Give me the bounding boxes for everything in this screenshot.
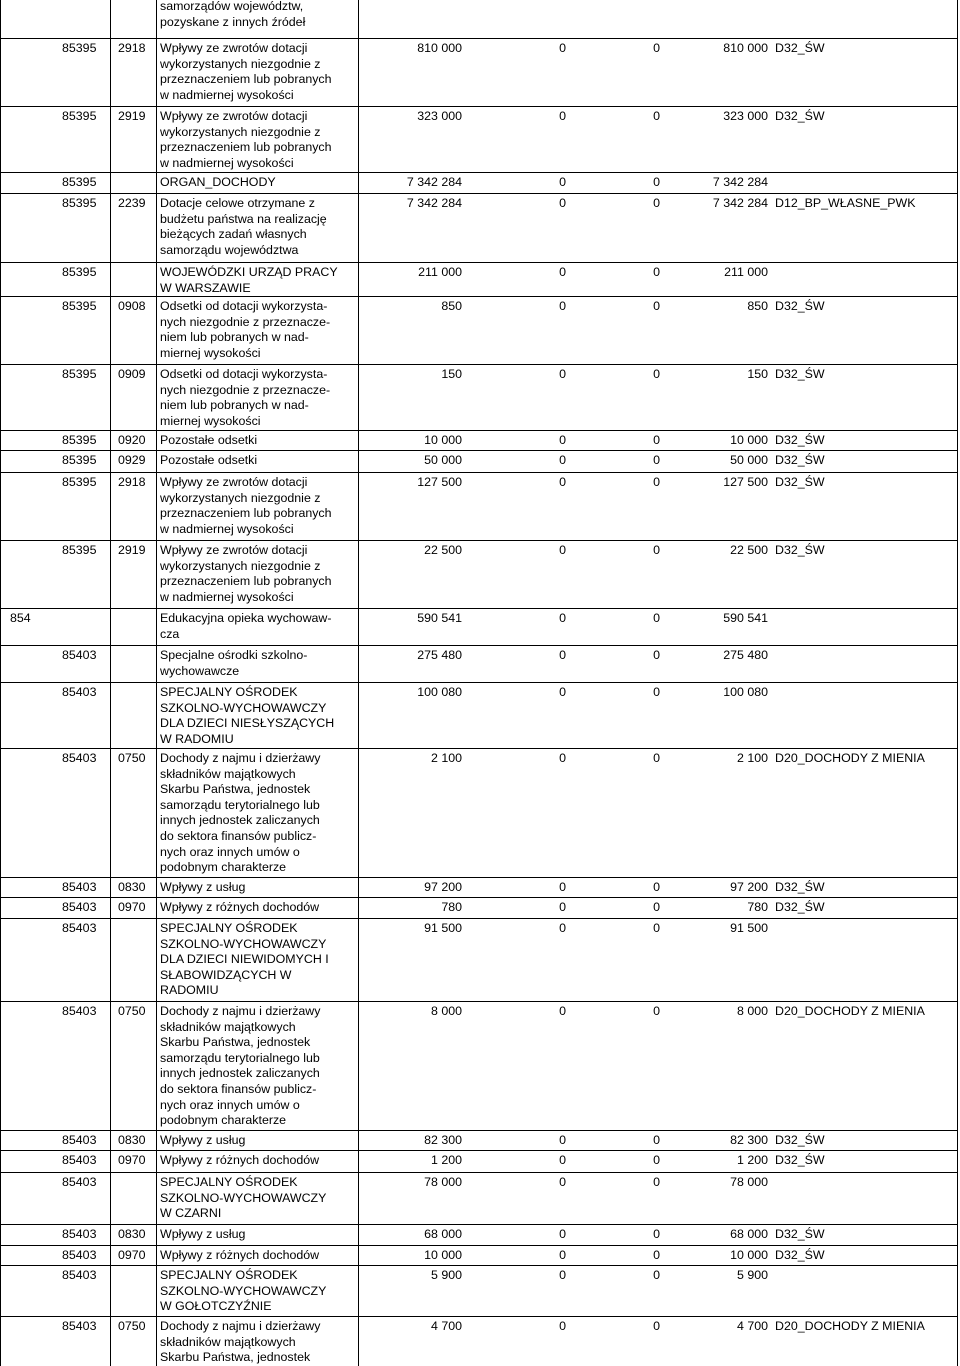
name-cell: Pozostałe odsetki (160, 433, 258, 447)
change-b-cell: 0 (653, 1004, 660, 1018)
row-divider (0, 38, 958, 39)
change-a-cell: 0 (559, 921, 566, 935)
change-a-cell: 0 (559, 175, 566, 189)
name-cell: Wpływy ze zwrotów dotacji wykorzystanych niezgodnie z przeznaczeniem lub pobranych w nadmiernej wysokości (160, 475, 332, 536)
change-a-cell: 0 (559, 685, 566, 699)
change-b-cell: 0 (653, 751, 660, 765)
total-amount-cell: 97 200 (730, 880, 768, 894)
change-b-cell: 0 (653, 433, 660, 447)
rozdzial-cell: 85395 (62, 299, 97, 313)
plan-amount-cell: 590 541 (417, 611, 462, 625)
name-cell: samorządów województw, pozyskane z innych źródeł (160, 0, 306, 29)
change-a-cell: 0 (559, 265, 566, 279)
change-b-cell: 0 (653, 543, 660, 557)
rozdzial-cell: 85395 (62, 196, 97, 210)
funding-source-cell: D20_DOCHODY Z MIENIA (775, 1319, 925, 1333)
name-cell: Wpływy ze zwrotów dotacji wykorzystanych niezgodnie z przeznaczeniem lub pobranych w nadmiernej wysokości (160, 109, 332, 170)
change-a-cell: 0 (559, 880, 566, 894)
rozdzial-cell: 85403 (62, 880, 97, 894)
funding-source-cell: D32_ŚW (775, 433, 825, 447)
change-a-cell: 0 (559, 543, 566, 557)
rozdzial-cell: 85395 (62, 109, 97, 123)
total-amount-cell: 1 200 (736, 1153, 768, 1167)
change-b-cell: 0 (653, 921, 660, 935)
total-amount-cell: 91 500 (730, 921, 768, 935)
plan-amount-cell: 50 000 (424, 453, 462, 467)
funding-source-cell: D32_ŚW (775, 41, 825, 55)
change-a-cell: 0 (559, 433, 566, 447)
total-amount-cell: 275 480 (723, 648, 768, 662)
row-divider (0, 645, 958, 646)
change-a-cell: 0 (559, 611, 566, 625)
change-b-cell: 0 (653, 109, 660, 123)
plan-amount-cell: 780 (441, 900, 462, 914)
plan-amount-cell: 1 200 (430, 1153, 462, 1167)
row-divider (0, 748, 958, 749)
name-cell: SPECJALNY OŚRODEK SZKOLNO-WYCHOWAWCZY W CZARNI (160, 1175, 327, 1221)
paragraf-cell: 0750 (118, 1319, 146, 1333)
total-amount-cell: 10 000 (730, 433, 768, 447)
paragraf-cell: 2239 (118, 196, 146, 210)
paragraf-cell: 0920 (118, 433, 146, 447)
total-amount-cell: 22 500 (730, 543, 768, 557)
change-b-cell: 0 (653, 453, 660, 467)
funding-source-cell: D32_ŚW (775, 475, 825, 489)
row-divider (0, 608, 958, 609)
row-divider (0, 296, 958, 297)
change-b-cell: 0 (653, 880, 660, 894)
change-a-cell: 0 (559, 196, 566, 210)
name-cell: ORGAN_DOCHODY (160, 175, 276, 189)
total-amount-cell: 850 (747, 299, 768, 313)
row-divider (0, 1172, 958, 1173)
change-b-cell: 0 (653, 900, 660, 914)
column-divider (0, 0, 1, 1366)
column-divider (957, 0, 958, 1366)
change-a-cell: 0 (559, 299, 566, 313)
name-cell: Pozostałe odsetki (160, 453, 258, 467)
name-cell: Wpływy z różnych dochodów (160, 1248, 320, 1262)
total-amount-cell: 4 700 (736, 1319, 768, 1333)
row-divider (0, 450, 958, 451)
rozdzial-cell: 85403 (62, 900, 97, 914)
rozdzial-cell: 85403 (62, 1175, 97, 1189)
funding-source-cell: D32_ŚW (775, 1227, 825, 1241)
change-b-cell: 0 (653, 265, 660, 279)
name-cell: Odsetki od dotacji wykorzysta- nych niezgodnie z przeznacze- niem lub pobranych w nad- miernej wysokości (160, 367, 331, 428)
plan-amount-cell: 275 480 (417, 648, 462, 662)
change-a-cell: 0 (559, 1227, 566, 1241)
change-b-cell: 0 (653, 299, 660, 313)
total-amount-cell: 211 000 (724, 265, 768, 279)
funding-source-cell: D32_ŚW (775, 880, 825, 894)
total-amount-cell: 50 000 (730, 453, 768, 467)
change-b-cell: 0 (653, 1268, 660, 1282)
change-b-cell: 0 (653, 1153, 660, 1167)
name-cell: Wpływy z usług (160, 1133, 246, 1147)
name-cell: Wpływy z różnych dochodów (160, 1153, 320, 1167)
plan-amount-cell: 22 500 (424, 543, 462, 557)
row-divider (0, 877, 958, 878)
plan-amount-cell: 68 000 (424, 1227, 462, 1241)
funding-source-cell: D12_BP_WŁASNE_PWK (775, 196, 916, 210)
rozdzial-cell: 85395 (62, 367, 97, 381)
rozdzial-cell: 85403 (62, 751, 97, 765)
change-a-cell: 0 (559, 1268, 566, 1282)
column-divider (156, 0, 157, 1366)
row-divider (0, 682, 958, 683)
change-a-cell: 0 (559, 367, 566, 381)
plan-amount-cell: 150 (441, 367, 462, 381)
row-divider (0, 1245, 958, 1246)
paragraf-cell: 0970 (118, 1153, 146, 1167)
funding-source-cell: D32_ŚW (775, 453, 825, 467)
change-a-cell: 0 (559, 1248, 566, 1262)
paragraf-cell: 0750 (118, 751, 146, 765)
rozdzial-cell: 85403 (62, 1248, 97, 1262)
row-divider (0, 1001, 958, 1002)
row-divider (0, 540, 958, 541)
row-divider (0, 1150, 958, 1151)
total-amount-cell: 810 000 (723, 41, 768, 55)
plan-amount-cell: 850 (441, 299, 462, 313)
paragraf-cell: 0908 (118, 299, 146, 313)
rozdzial-cell: 85395 (62, 41, 97, 55)
total-amount-cell: 127 500 (723, 475, 768, 489)
change-b-cell: 0 (653, 1319, 660, 1333)
paragraf-cell: 0970 (118, 900, 146, 914)
total-amount-cell: 780 (747, 900, 768, 914)
total-amount-cell: 590 541 (723, 611, 768, 625)
name-cell: Dochody z najmu i dzierżawy składników majątkowych Skarbu Państwa, jednostek samorządu terytorialnego lub innych jednostek zaliczanych do sektora finansów publicz- nych oraz innych umów o podobnym charakterze (160, 751, 321, 875)
row-divider (0, 1224, 958, 1225)
total-amount-cell: 2 100 (736, 751, 768, 765)
change-b-cell: 0 (653, 648, 660, 662)
row-divider (0, 262, 958, 263)
change-b-cell: 0 (653, 196, 660, 210)
change-a-cell: 0 (559, 109, 566, 123)
total-amount-cell: 82 300 (730, 1133, 768, 1147)
row-divider (0, 897, 958, 898)
funding-source-cell: D32_ŚW (775, 900, 825, 914)
paragraf-cell: 2918 (118, 41, 146, 55)
paragraf-cell: 0909 (118, 367, 146, 381)
plan-amount-cell: 7 342 284 (406, 175, 462, 189)
funding-source-cell: D20_DOCHODY Z MIENIA (775, 1004, 925, 1018)
name-cell: Wpływy ze zwrotów dotacji wykorzystanych niezgodnie z przeznaczeniem lub pobranych w nadmiernej wysokości (160, 41, 332, 102)
plan-amount-cell: 323 000 (417, 109, 462, 123)
name-cell: Dochody z najmu i dzierżawy składników majątkowych Skarbu Państwa, jednostek (160, 1319, 321, 1365)
name-cell: Odsetki od dotacji wykorzysta- nych niezgodnie z przeznacze- niem lub pobranych w nad- miernej wysokości (160, 299, 331, 360)
row-divider (0, 172, 958, 173)
paragraf-cell: 0929 (118, 453, 146, 467)
rozdzial-cell: 85395 (62, 543, 97, 557)
total-amount-cell: 100 080 (723, 685, 768, 699)
change-b-cell: 0 (653, 175, 660, 189)
change-b-cell: 0 (653, 1248, 660, 1262)
total-amount-cell: 7 342 284 (712, 175, 768, 189)
change-b-cell: 0 (653, 685, 660, 699)
name-cell: Edukacyjna opieka wychowaw- cza (160, 611, 332, 641)
row-divider (0, 918, 958, 919)
paragraf-cell: 0830 (118, 880, 146, 894)
paragraf-cell: 2919 (118, 543, 146, 557)
rozdzial-cell: 85395 (62, 475, 97, 489)
name-cell: Wpływy z różnych dochodów (160, 900, 320, 914)
change-a-cell: 0 (559, 900, 566, 914)
row-divider (0, 364, 958, 365)
plan-amount-cell: 97 200 (424, 880, 462, 894)
row-divider (0, 1265, 958, 1266)
change-b-cell: 0 (653, 611, 660, 625)
funding-source-cell: D32_ŚW (775, 1248, 825, 1262)
rozdzial-cell: 85403 (62, 1004, 97, 1018)
change-b-cell: 0 (653, 367, 660, 381)
name-cell: Wpływy ze zwrotów dotacji wykorzystanych niezgodnie z przeznaczeniem lub pobranych w nadmiernej wysokości (160, 543, 332, 604)
total-amount-cell: 5 900 (736, 1268, 768, 1282)
change-a-cell: 0 (559, 1153, 566, 1167)
change-a-cell: 0 (559, 1004, 566, 1018)
plan-amount-cell: 7 342 284 (406, 196, 462, 210)
plan-amount-cell: 211 000 (418, 265, 462, 279)
row-divider (0, 472, 958, 473)
total-amount-cell: 78 000 (730, 1175, 768, 1189)
name-cell: Dotacje celowe otrzymane z budżetu państwa na realizację bieżących zadań własnych samorządu województwa (160, 196, 327, 257)
plan-amount-cell: 78 000 (424, 1175, 462, 1189)
change-a-cell: 0 (559, 41, 566, 55)
paragraf-cell: 2919 (118, 109, 146, 123)
plan-amount-cell: 810 000 (417, 41, 462, 55)
funding-source-cell: D32_ŚW (775, 367, 825, 381)
paragraf-cell: 0830 (118, 1227, 146, 1241)
rozdzial-cell: 85403 (62, 1133, 97, 1147)
change-a-cell: 0 (559, 1133, 566, 1147)
funding-source-cell: D32_ŚW (775, 299, 825, 313)
paragraf-cell: 2918 (118, 475, 146, 489)
change-a-cell: 0 (559, 751, 566, 765)
rozdzial-cell: 85395 (62, 453, 97, 467)
total-amount-cell: 10 000 (730, 1248, 768, 1262)
name-cell: SPECJALNY OŚRODEK SZKOLNO-WYCHOWAWCZY W GOŁOTCZYŹNIE (160, 1268, 327, 1314)
rozdzial-cell: 85403 (62, 1153, 97, 1167)
row-divider (0, 106, 958, 107)
rozdzial-cell: 85395 (62, 175, 97, 189)
plan-amount-cell: 91 500 (424, 921, 462, 935)
plan-amount-cell: 10 000 (424, 1248, 462, 1262)
row-divider (0, 1130, 958, 1131)
name-cell: Wpływy z usług (160, 1227, 246, 1241)
name-cell: Dochody z najmu i dzierżawy składników majątkowych Skarbu Państwa, jednostek samorządu terytorialnego lub innych jednostek zaliczanych do sektora finansów publicz- nych oraz innych umów o podobnym charakterze (160, 1004, 321, 1128)
row-divider (0, 430, 958, 431)
name-cell: SPECJALNY OŚRODEK SZKOLNO-WYCHOWAWCZY DLA DZIECI NIEWIDOMYCH I SŁABOWIDZĄCYCH W RADOMIU (160, 921, 329, 998)
change-b-cell: 0 (653, 41, 660, 55)
name-cell: SPECJALNY OŚRODEK SZKOLNO-WYCHOWAWCZY DLA DZIECI NIESŁYSZĄCYCH W RADOMIU (160, 685, 335, 746)
paragraf-cell: 0750 (118, 1004, 146, 1018)
funding-source-cell: D32_ŚW (775, 1153, 825, 1167)
paragraf-cell: 0830 (118, 1133, 146, 1147)
plan-amount-cell: 100 080 (417, 685, 462, 699)
row-divider (0, 1316, 958, 1317)
total-amount-cell: 7 342 284 (712, 196, 768, 210)
dzial-cell: 854 (10, 611, 31, 625)
change-a-cell: 0 (559, 648, 566, 662)
rozdzial-cell: 85395 (62, 265, 97, 279)
funding-source-cell: D32_ŚW (775, 1133, 825, 1147)
funding-source-cell: D20_DOCHODY Z MIENIA (775, 751, 925, 765)
total-amount-cell: 150 (747, 367, 768, 381)
plan-amount-cell: 127 500 (417, 475, 462, 489)
funding-source-cell: D32_ŚW (775, 109, 825, 123)
change-b-cell: 0 (653, 1133, 660, 1147)
rozdzial-cell: 85403 (62, 921, 97, 935)
funding-source-cell: D32_ŚW (775, 543, 825, 557)
change-b-cell: 0 (653, 1227, 660, 1241)
plan-amount-cell: 8 000 (430, 1004, 462, 1018)
rozdzial-cell: 85395 (62, 433, 97, 447)
name-cell: Wpływy z usług (160, 880, 246, 894)
plan-amount-cell: 2 100 (430, 751, 462, 765)
paragraf-cell: 0970 (118, 1248, 146, 1262)
rozdzial-cell: 85403 (62, 1319, 97, 1333)
rozdzial-cell: 85403 (62, 648, 97, 662)
total-amount-cell: 323 000 (723, 109, 768, 123)
plan-amount-cell: 4 700 (430, 1319, 462, 1333)
rozdzial-cell: 85403 (62, 1268, 97, 1282)
change-a-cell: 0 (559, 1319, 566, 1333)
rozdzial-cell: 85403 (62, 685, 97, 699)
change-b-cell: 0 (653, 1175, 660, 1189)
row-divider (0, 193, 958, 194)
rozdzial-cell: 85403 (62, 1227, 97, 1241)
change-a-cell: 0 (559, 475, 566, 489)
change-a-cell: 0 (559, 453, 566, 467)
plan-amount-cell: 5 900 (430, 1268, 462, 1282)
total-amount-cell: 68 000 (730, 1227, 768, 1241)
change-b-cell: 0 (653, 475, 660, 489)
total-amount-cell: 8 000 (736, 1004, 768, 1018)
plan-amount-cell: 10 000 (424, 433, 462, 447)
name-cell: Specjalne ośrodki szkolno- wychowawcze (160, 648, 308, 678)
name-cell: WOJEWÓDZKI URZĄD PRACY W WARSZAWIE (160, 265, 338, 295)
change-a-cell: 0 (559, 1175, 566, 1189)
plan-amount-cell: 82 300 (424, 1133, 462, 1147)
